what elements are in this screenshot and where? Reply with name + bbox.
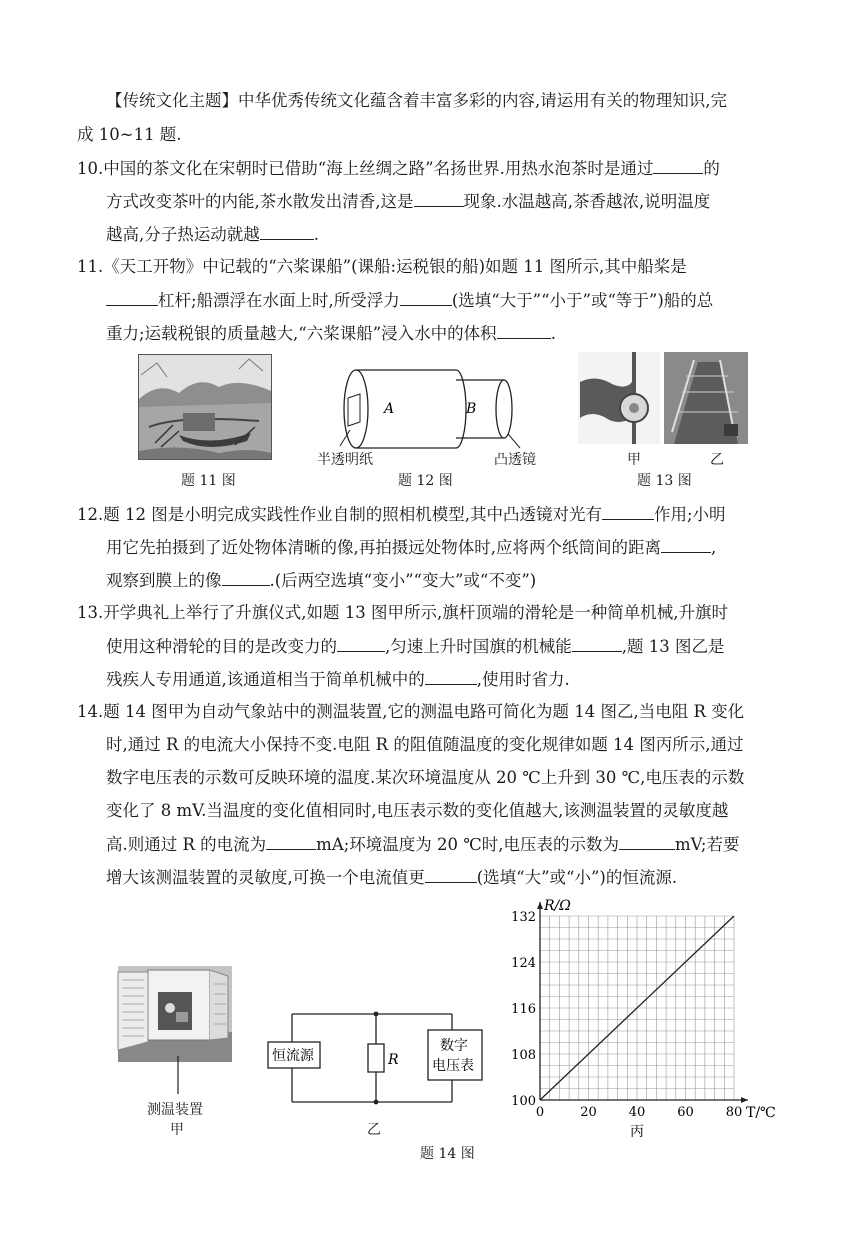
q13-text: ,使用时省力. [476, 670, 570, 689]
answer-blank[interactable] [260, 223, 314, 240]
q10-text: 10.中国的茶文化在宋朝时已借助“海上丝绸之路”名扬世界.用热水泡茶时是通过 [77, 159, 654, 178]
figure-11-caption: 题 11 图 [181, 473, 236, 489]
q10-text: 现象.水温越高,茶香越浓,说明温度 [463, 192, 711, 211]
temperature-device-image [118, 966, 232, 1062]
q14-line-5 [106, 833, 739, 856]
label-a: A [384, 401, 395, 417]
answer-blank[interactable] [337, 635, 385, 652]
answer-blank[interactable] [572, 635, 622, 652]
answer-blank[interactable] [619, 833, 675, 850]
q10-line-3 [106, 223, 319, 246]
flagpole-pulley-image [578, 352, 660, 444]
voltmeter-label-line-1: 数字 [440, 1038, 468, 1054]
pointer-line [170, 1056, 190, 1096]
q11-line-3 [106, 322, 556, 345]
answer-blank[interactable] [425, 866, 477, 883]
q12-text: 观察到膜上的像 [106, 571, 222, 590]
q12-text: 12.题 12 图是小明完成实践性作业自制的照相机模型,其中凸透镜对光有 [77, 505, 602, 524]
answer-blank[interactable] [400, 289, 452, 306]
answer-blank[interactable] [653, 157, 703, 174]
q10-line-2 [106, 190, 710, 213]
answer-blank[interactable] [414, 190, 464, 207]
translucent-paper-label: 半透明纸 [317, 452, 373, 468]
q13-text: ,匀速上升时国旗的机械能 [385, 637, 572, 656]
q12-text: .(后两空选填“变小”“变大”或“不变”) [269, 571, 537, 590]
figure-13-yi-label: 乙 [710, 452, 724, 468]
q10-line-1 [77, 157, 720, 180]
figure-13-caption: 题 13 图 [637, 473, 692, 489]
answer-blank[interactable] [602, 503, 654, 520]
boat-painting-image [138, 354, 272, 460]
answer-blank[interactable] [425, 668, 477, 685]
answer-blank[interactable] [266, 833, 316, 850]
q13-text: ,题 13 图乙是 [621, 637, 725, 656]
q10-text: 越高,分子热运动就越 [106, 225, 260, 244]
q13-line-3 [106, 668, 570, 691]
accessible-ramp-image [664, 352, 748, 444]
q11-line-2 [106, 289, 713, 312]
q13-text: 使用这种滑轮的目的是改变力的 [106, 637, 337, 656]
figure-14-yi-label: 乙 [367, 1122, 381, 1138]
q12-text: , [711, 538, 717, 557]
y-axis-label: R/Ω [544, 898, 571, 914]
x-axis-label: T/℃ [746, 1105, 776, 1121]
answer-blank[interactable] [222, 569, 270, 586]
q10-text: 方式改变茶叶的内能,茶水散发出清香,这是 [106, 192, 414, 211]
q13-line-2 [106, 635, 724, 658]
answer-blank[interactable] [106, 289, 158, 306]
convex-lens-label: 凸透镜 [494, 452, 536, 468]
q11-text: (选填“大于”“小于”或“等于”)船的总 [451, 291, 714, 310]
q12-line-1 [77, 503, 726, 526]
q10-text: 的 [703, 159, 720, 178]
answer-blank[interactable] [661, 536, 711, 553]
intro-line-1: 【传统文化主题】中华优秀传统文化蕴含着丰富多彩的内容,请运用有关的物理知识,完 [106, 91, 727, 110]
q14-text: mV;若要 [674, 835, 740, 854]
x-tick-label: 40 [628, 1105, 646, 1120]
figure-12-caption: 题 12 图 [398, 473, 453, 489]
q12-line-2 [106, 536, 716, 559]
q14-text: 增大该测温装置的灵敏度,可换一个电流值更 [106, 868, 425, 887]
q10-text: . [313, 225, 319, 244]
q12-text: 作用;小明 [653, 505, 726, 524]
q14-line-4: 变化了 8 mV.当温度的变化值相同时,电压表示数的变化值越大,该测温装置的灵敏度越 [106, 801, 729, 820]
y-tick-label: 100 [511, 1094, 536, 1109]
x-tick-label: 20 [580, 1105, 597, 1120]
y-tick-label: 124 [511, 956, 536, 971]
q14-text: 高.则通过 R 的电流为 [106, 835, 267, 854]
x-tick-label: 0 [535, 1105, 545, 1120]
figure-13-jia-label: 甲 [627, 452, 641, 468]
x-tick-label: 60 [677, 1105, 694, 1120]
q14-line-2: 时,通过 R 的电流大小保持不变.电阻 R 的阻值随温度的变化规律如题 14 图丙所示,通过 [106, 735, 744, 754]
resistance-temperature-chart [480, 886, 810, 1140]
x-tick-label: 80 [725, 1105, 743, 1120]
x-axis-arrow [741, 1097, 748, 1103]
resistor-label: R [388, 1052, 399, 1068]
q13-line-1: 13.开学典礼上举行了升旗仪式,如题 13 图甲所示,旗杆顶端的滑轮是一种简单机械,升旗时 [77, 603, 728, 622]
figure-14-bing-label: 丙 [630, 1124, 644, 1140]
y-tick-label: 116 [511, 1002, 536, 1017]
q11-text: 杠杆;船漂浮在水面上时,所受浮力 [158, 291, 400, 310]
y-tick-label: 132 [511, 910, 536, 925]
q11-line-1: 11.《天工开物》中记载的“六桨课船”(课船:运税银的船)如题 11 图所示,其中船桨是 [77, 257, 687, 276]
q11-text: . [550, 324, 556, 343]
q14-text: mA;环境温度为 20 ℃时,电压表的示数为 [316, 835, 619, 854]
q14-line-1: 14.题 14 图甲为自动气象站中的测温装置,它的测温电路可简化为题 14 图乙,当电阻 R 变化 [77, 702, 745, 721]
figure-14-jia-label: 甲 [170, 1122, 184, 1138]
constant-current-source-label: 恒流源 [272, 1048, 314, 1064]
q14-line-3: 数字电压表的示数可反映环境的温度.某次环境温度从 20 ℃上升到 30 ℃,电压表的示数 [106, 768, 745, 787]
answer-blank[interactable] [497, 322, 551, 339]
q14-text: (选填“大”或“小”)的恒流源. [476, 868, 678, 887]
circuit-diagram [262, 1010, 492, 1110]
y-tick-label: 108 [511, 1048, 536, 1063]
y-axis-arrow [537, 902, 543, 909]
q12-line-3 [106, 569, 536, 592]
label-b: B [466, 401, 477, 417]
voltmeter-label-line-2: 电压表 [432, 1058, 474, 1074]
q12-text: 用它先拍摄到了近处物体清晰的像,再拍摄远处物体时,应将两个纸筒间的距离 [106, 538, 661, 557]
q13-text: 残疾人专用通道,该通道相当于简单机械中的 [106, 670, 425, 689]
figure-14-caption: 题 14 图 [420, 1146, 475, 1162]
intro-line-2: 成 10~11 题. [77, 125, 182, 144]
device-label: 测温装置 [147, 1102, 203, 1118]
q11-text: 重力;运载税银的质量越大,“六桨课船”浸入水中的体积 [106, 324, 497, 343]
